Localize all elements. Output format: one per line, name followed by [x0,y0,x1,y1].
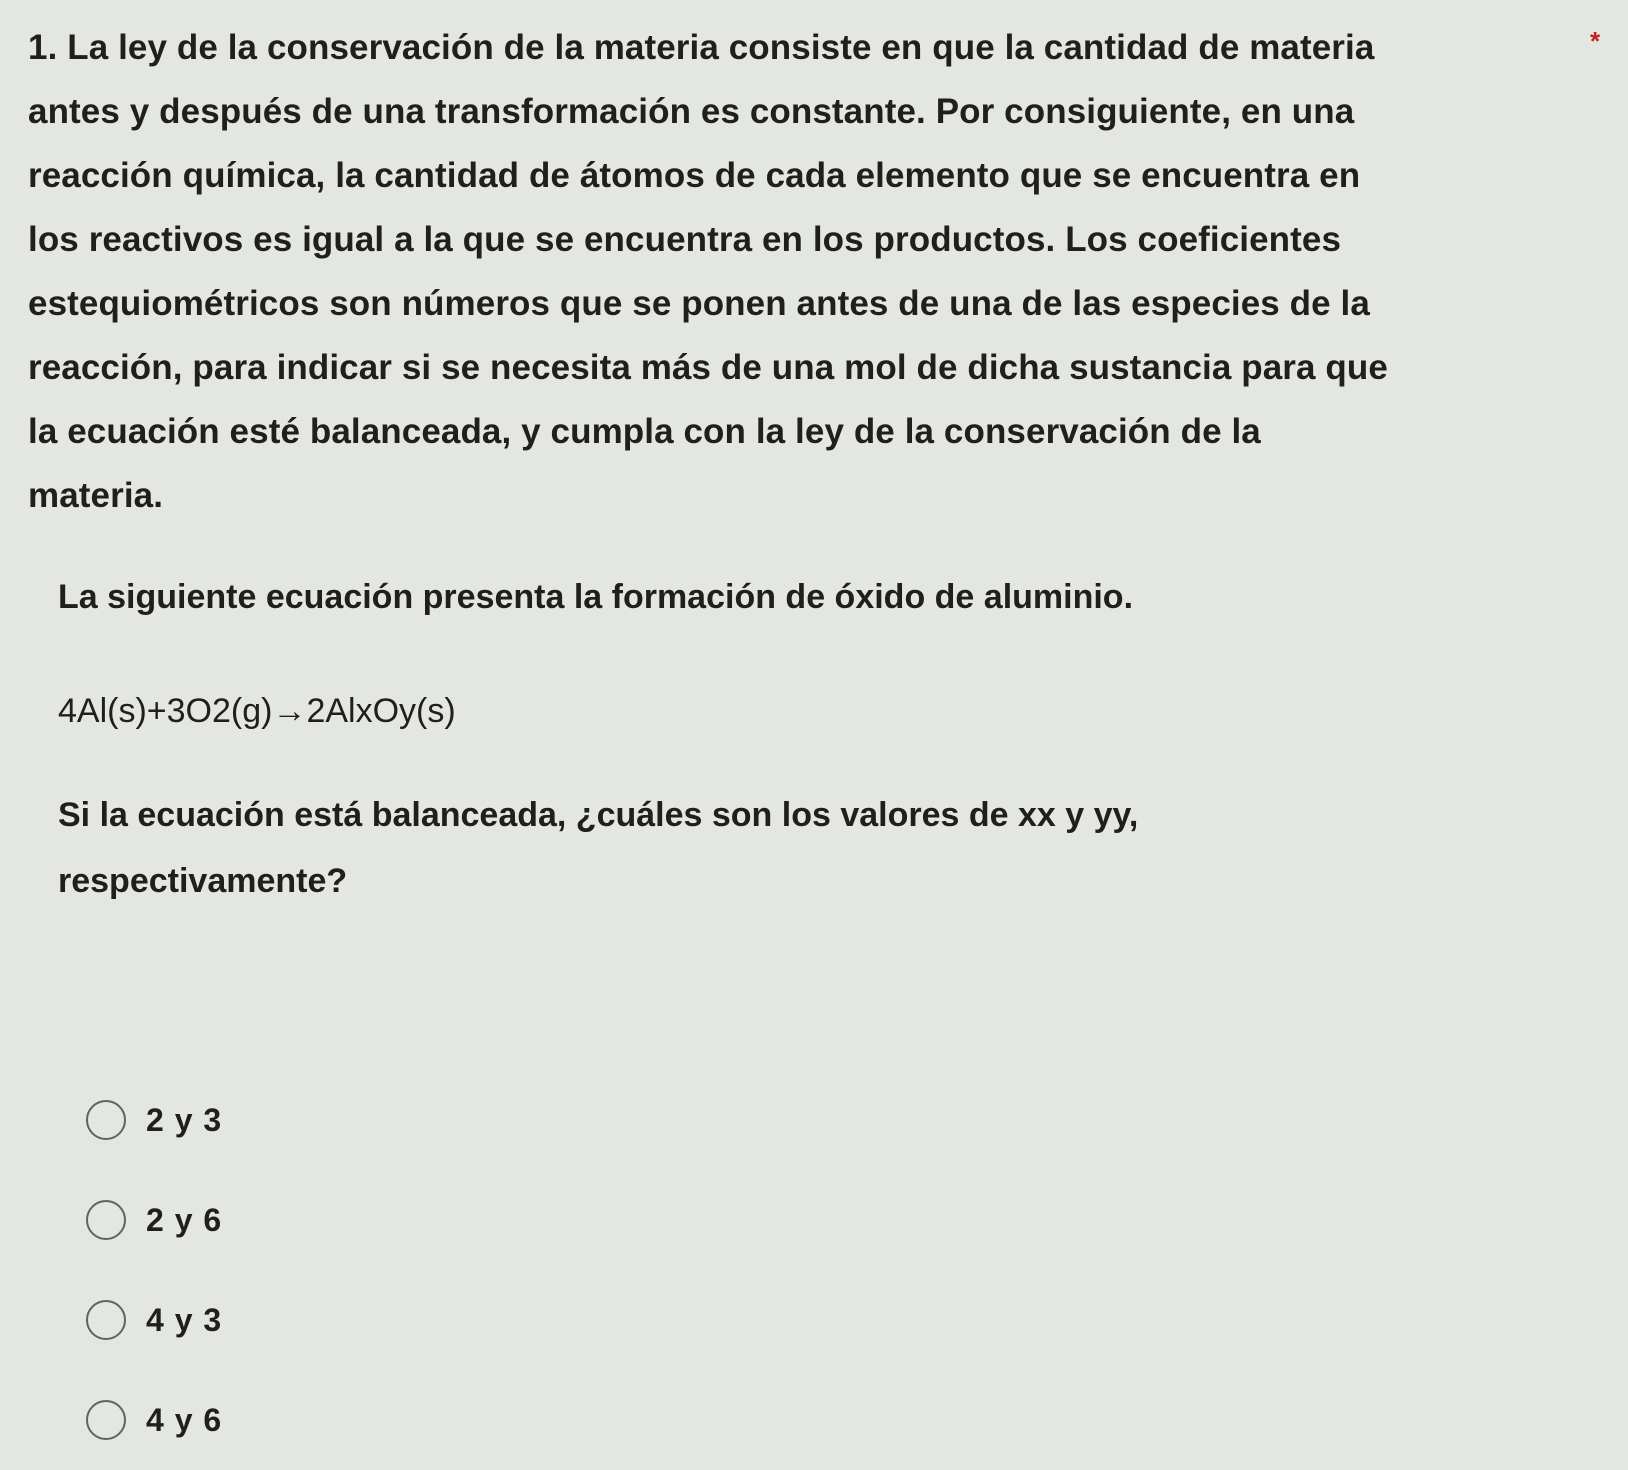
option-label: 4 y 3 [146,1301,223,1338]
required-asterisk: * [1590,26,1601,56]
question-prompt-line: Si la ecuación está balanceada, ¿cuáles son los valores de xx y yy, [58,796,1139,834]
question-title-line: reacción química, la cantidad de átomos de cada elemento que se encuentra en [28,156,1361,195]
question-title-line: estequiométricos son números que se ponen antes de una de las especies de la [28,284,1370,323]
question-title-line: 1. La ley de la conservación de la materia consiste en que la cantidad de materia [28,28,1375,67]
option-label: 4 y 6 [146,1401,223,1438]
question-title-line: los reactivos es igual a la que se encuentra en los productos. Los coeficientes [28,220,1342,259]
question-title [28,16,1588,528]
answer-option-4y3[interactable] [86,1270,222,1370]
answer-options [86,1070,222,1470]
question-title-line: reacción, para indicar si se necesita más de una mol de dicha sustancia para que [28,348,1388,387]
question-prompt [58,782,1508,914]
radio-button[interactable] [86,1100,126,1140]
question-title-line: antes y después de una transformación es constante. Por consiguiente, en una [28,92,1355,131]
chemical-equation: 4Al(s)+3O2(g)→2AlxOy(s) [58,692,456,730]
option-label: 2 y 3 [146,1101,223,1138]
answer-option-2y6[interactable] [86,1170,222,1270]
answer-option-2y3[interactable] [86,1070,222,1170]
question-title-line: materia. [28,476,164,515]
answer-option-4y6[interactable] [86,1370,222,1470]
radio-button[interactable] [86,1200,126,1240]
question-intro: La siguiente ecuación presenta la formación de óxido de aluminio. [58,578,1134,616]
option-label: 2 y 6 [146,1201,223,1238]
question-prompt-line: respectivamente? [58,862,348,900]
question-title-line: la ecuación esté balanceada, y cumpla con la ley de la conservación de la [28,412,1261,451]
radio-button[interactable] [86,1400,126,1440]
radio-button[interactable] [86,1300,126,1340]
